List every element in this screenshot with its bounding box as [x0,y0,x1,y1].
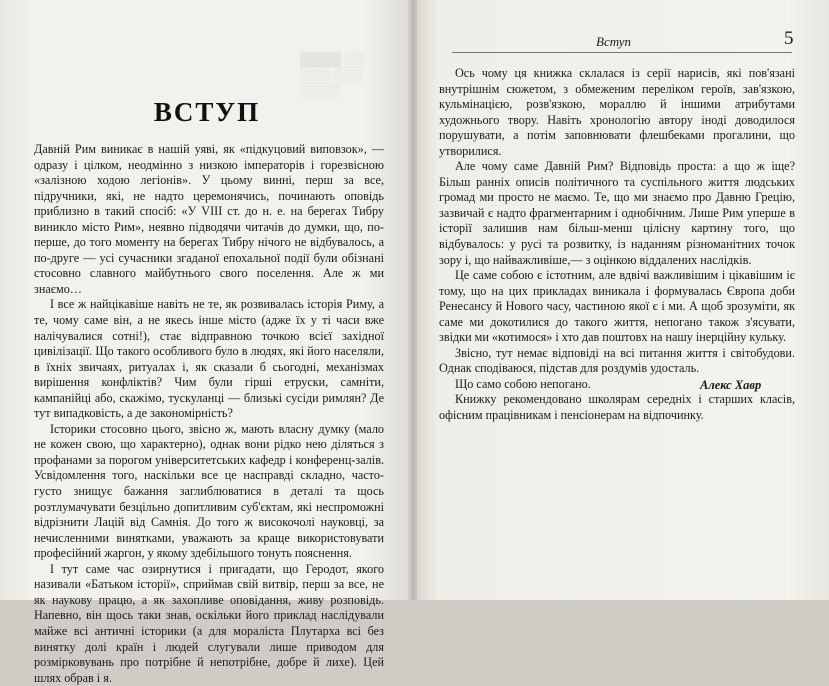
running-header-title: Вступ [596,34,632,49]
paragraph: Звісно, тут немає відповіді на всі питання життя і світобудови. Однак сподіваюся, підстав для роздумів удосталь. [439,345,795,376]
right-body-text [439,66,795,424]
paragraph: Це саме собою є істотним, але вдвічі важливішим і цікавішим іє тому, що на цих прикладах виникала і формувалась Європа доби Ренесансу й Нового часу, частиною якої є і ми. А щоб зрозуміти, як саме ми докотилися до такого життя, непогано також з'ясувати, звідки ми «котимося» і хто дав поштовх на нашу інерційну кульку. [439,268,795,345]
paragraph: Давній Рим виникає в нашій уяві, як «підкуцовий виповзок», — одразу і цілком, неодмінно з низкою імператорів і горезвісною «залізною ходою легіонів». У цьому винні, перш за все, підручники, які, не надто церемонячись, починають оповідь приблизно в такий спосіб: «У VIII ст. до н. е. на берегах Тибру виникло місто Рим», неявно підводячи читачів до думки, що, по-перше, до того моменту на берегах Тибру нічого не відбувалось, а по-друге — усі сучасники згаданої епохальної події були обізнані стосовно славного майбутнього свого поселення. Але ж ми знаємо… [34,142,384,296]
paragraph: Що само собою непогано. [455,376,591,391]
paragraph: І тут саме час озирнутися і пригадати, що Геродот, якого називали «Батьком історії», сприймав свій витвір, перш за все, не як наукову працю, а як захопливе оповідання, живу розповідь. Напевно, він щось таки знав, оскільки його приклад наслідували майже всі античні історики (а для моралістa Плутарха всі без винятку долі країн і людей слугували лише приводом для розмірковувань про потрібне й непотрібне, добре й лихе). Цей шлях обрав і я. [34,561,384,685]
page-number: 5 [784,28,794,49]
left-page [0,0,414,685]
paragraph: Книжку рекомендовано школярам середніх і старших класів, офісним працівникам і пенсіонерам на відпочинку. [439,392,795,423]
paragraph: Історики стосовно цього, звісно ж, мають власну думку (мало не кожен свою, що характерно), однак вони рідко нею діляться з профанами за порогом університетських кафедр і конференц-залів. Усвідомлення того, наскільки все це насправді складно, часто-густо знищує бажання заглиблюватися в деталі та щось розтлумачувати безцільно допитливим суб'єктам, які неспроможні відрізнити Лацій від Самнія. До того ж високочолі науковці, за нечисленними винятками, уважають за краще використовувати професійний жаргон, у якому здебільшого тонуть пояснення. [34,421,384,561]
paragraph: І все ж найцікавіше навіть не те, як розвивалась історія Риму, а те, чому саме він, а не якесь інше місто (адже їх у ті часи вже налічувалися сотні!), стає відправною точкою всієї західної цивілізації. Що такого особливого було в людях, які його населяли, в їхніх звичаях, ритуалах і, як сказали б сьогодні, механізмах вирішення конфліктів? Чим були гірші етруски, самніти, кампанійці або, скажімо, тускуланці — близькі сусіди римлян? Де тут випадковість, а де закономірність? [34,297,384,421]
book-gutter [408,0,418,600]
paragraph: Ось чому ця книжка склалася із серії нарисів, які пов'язані внутрішнім сюжетом, з обмеженим переліком героїв, зав'язкою, кульмінацією, розв'язкою, мораллю й іншими атрибутами художнього твору. Навіть хронологію автору іноді доводилося порушувати, а потім заповнювати флешбеками прогалини, що утворилися. [439,66,795,158]
left-body-text [34,142,384,686]
author-signature: Алекс Хавр [700,378,762,392]
show-through-text: ▓▓▓▓ ▒▒ ▒▒▒ ▒▒▒ ▒▒▒▒ [300,52,365,99]
chapter-title: ВСТУП [153,97,261,127]
running-header [452,30,792,53]
paragraph: Але чому саме Давній Рим? Відповідь проста: а що ж іще? Більш ранніх описів політичного та суспільного життя людських громад ми просто не маємо. Те, що ми знаємо про Давню Грецію, зазвичай є надто фрагментарним і однобічним. Лише Рим уперше в історії залишив нам більш-менш цілісну картину того, що відбувалось: у русі та розвитку, із наданням різноманітних точок зору і, що найважливіше,— з оцінкою віддалених наслідків. [439,159,795,267]
